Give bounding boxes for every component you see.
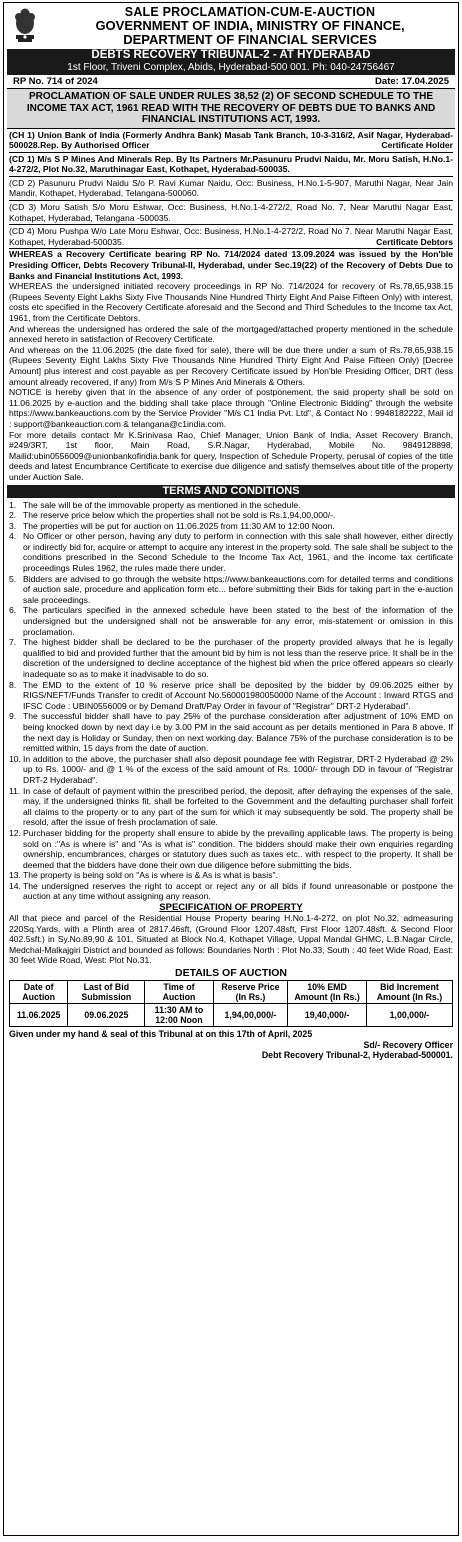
term-text: The successful bidder shall have to pay 25% of the purchase consideration after adjustment of 10% EMD on being knocked down by next day i.e by 3.00 PM in the said account as per details mentioned in Para 8 above. If the next day is Holiday or Sunday, then on next working day. Balance 75% of the purchase consideration is to be remitted within, 15 days from the date of auction. <box>23 711 453 754</box>
table-header-cell: Last of Bid Submission <box>68 981 145 1004</box>
term-number: 12. <box>9 827 21 838</box>
term-number: 14. <box>9 880 21 891</box>
party-cd2: (CD 2) Pasunuru Prudvi Naidu S/o P. Ravi Kumar Naidu, Occ: Business, H.No.1-5-907, Maruthi Nagar, Near Jain Mandir, Kothapet, Hyderabad, Telangana-500060. <box>9 177 453 201</box>
term-number: 13. <box>9 870 21 881</box>
party-cd1: (CD 1) M/s S P Mines And Minerals Rep. By Its Partners Mr.Pasunuru Prudvi Naidu, Mr. Moru Satish, H.No.1-4-272/2, Plot No.32, Maruthinagar East, Kothapet, Hyderabad-500035. <box>9 153 453 177</box>
parties-section <box>4 129 458 483</box>
term-number: 4. <box>9 531 17 542</box>
table-header-cell: Bid Increment Amount (In Rs.) <box>366 981 452 1004</box>
term-text: In case of default of payment within the prescribed period, the deposit, after defraying the expenses of the sale, may, if the undersigned thinks fit, shall be forfeited to the Government and the defaulting purchaser shall forfeit all claims to the property or to any part of the sum for which it may subsequently be sold. The property shall be resold, after the issue of fresh proclamation of sale. <box>23 785 453 828</box>
terms-list <box>4 500 458 903</box>
specification-title: SPECIFICATION OF PROPERTY <box>159 902 303 914</box>
term-text: The reserve price below which the properties shall not be sold is Rs.1,94,00,000/-. <box>23 510 336 521</box>
notice-footer <box>4 1028 458 1062</box>
tribunal-address: 1st Floor, Triveni Complex, Abids, Hyderabad-500 001. Ph: 040-24756467 <box>7 62 455 75</box>
list-item <box>9 521 453 532</box>
term-number: 7. <box>9 637 17 648</box>
term-text: The particulars specified in the annexed schedule have been stated to the best of the information of the undersigned but the undersigned shall not be answerable for any error, mis-statement or omission in this proclamation. <box>23 605 453 637</box>
list-item <box>9 680 453 712</box>
list-item <box>9 531 453 573</box>
list-item <box>9 500 453 511</box>
table-header-cell: Reserve Price (In Rs.) <box>213 981 288 1004</box>
term-number: 6. <box>9 605 17 616</box>
ministry-title: GOVERNMENT OF INDIA, MINISTRY OF FINANCE, <box>95 18 405 33</box>
table-header-cell: Date of Auction <box>10 981 68 1004</box>
list-item <box>9 754 453 786</box>
table-header-cell: 10% EMD Amount (In Rs.) <box>288 981 367 1004</box>
list-item <box>9 711 453 753</box>
party-cd4: (CD 4) Moru Pushpa W/o Late Moru Eshwar, Occ: Business, H.No.1-4-272/2, Road No 7. Near Maruthi Nagar East, Kothapet, Hyderabad-500035. Certificate Debtors <box>9 225 453 249</box>
certificate-holder-label: Certificate Holder <box>381 140 453 151</box>
term-number: 1. <box>9 499 17 510</box>
notice-title: SALE PROCLAMATION-CUM-E-AUCTION <box>124 5 376 19</box>
auction-details-table <box>9 980 453 1027</box>
term-text: The highest bidder shall be declared to be the purchaser of the property provided always that he is legally qualified to bid and provided further that the amount bid by him is not less than the reserve price. It shall be in the discretion of the undersigned to decline acceptance of the highest bid when the price offered appears so clearly inadequate so as to make it inadvisable to do so. <box>23 637 453 679</box>
specification-section <box>4 902 458 966</box>
notice-header <box>4 3 458 47</box>
office-line: Debt Recovery Tribunal-2, Hyderabad-500001. <box>261 1050 453 1061</box>
term-number: 10. <box>9 753 21 764</box>
party-ch1: (CH 1) Union Bank of India (Formerly Andhra Bank) Masab Tank Branch, 10-3-316/2, Asif Nagar, Hyderabad-500028.Rep. By Authorised Officer Certificate Holder <box>9 129 453 153</box>
term-text: The sale will be of the immovable property as mentioned in the schedule. <box>23 499 301 510</box>
table-cell: 1,00,000/- <box>366 1004 452 1027</box>
sale-proclamation-notice <box>3 2 459 1536</box>
term-number: 9. <box>9 711 17 722</box>
details-title: DETAILS OF AUCTION <box>175 967 287 980</box>
term-text: The property is being sold on "As is where is & As is what is basis". <box>23 870 278 881</box>
proclamation-heading: PROCLAMATION OF SALE UNDER RULES 38,52 (2) OF SECOND SCHEDULE TO THE INCOME TAX ACT, 1961 READ WITH THE RECOVERY OF DEBTS DUE TO BANKS AND FINANCIAL INSTITUTIONS ACT, 1993. <box>7 89 455 129</box>
list-item <box>9 828 453 870</box>
specification-text: All that piece and parcel of the Residential House Property bearing H.No.1-4-272, on plot No.32, admeasuring 220Sq.Yards, with a Plinth area of 2817.46sft, (Ground Floor 1207.48sft, First Floor 1207.48sft. & Second Floor 402.5sft.) in Sy.No.89,90 & 101, Situated at Block No.4, Kothapet Village, Uppal Mandal GHMC, L.B.Nagar Circle, Medchal-Malkajgiri District and bounded as follows: Boundaries North : Plot No.33, South : 40 feet Wide Road, East: 30 feet Wide Road, West: Plot No.31. <box>9 913 453 966</box>
given-under-hand: Given under my hand & seal of this Tribunal at on this 17th of April, 2025 <box>9 1029 313 1040</box>
paragraph-contact: For more details contact Mr K.Srinivasa Rao, Chief Manager, Union Bank of India, Asset Recovery Branch, #249/3RT, 1st floor, Main Road, S.R.Nagar, Hyderabad, Mobile No. 9849128898, Mailid:ubin0556009@unionbankofindia.bank for query, Inspection of Schedule Property, perusal of copies of the title deeds and latest Encumbrance Certificate to exercise due diligence and satisfy themselves about title of the property under Auction Sale. <box>9 429 453 482</box>
paragraph-whereas-4: And whereas on the 11.06.2025 (the date fixed for sale), there will be due there under a sum of Rs.78,65,938.15 (Rupees Seventy Eight Lakhs Sixty Five Thousands Nine Hundred Thirty Eight And Paise Fifteen Only) [Decree Amount] plus interest and cost payable as per Recovery Certificate issued by Hon'ble Presiding Officer, DRT (less amount already recovered, if any) from M/s S P Mines And Minerals & Others. <box>9 344 453 387</box>
party-cd3: (CD 3) Moru Satish S/o Moru Eshwar, Occ: Business, H.No.1-4-272/2, Road No. 7, Near Maruthi Nagar East, Kothapet, Hyderabad, Telangana -500035. <box>9 201 453 225</box>
term-text: Purchaser bidding for the property shall ensure to abide by the prevailing applicable laws. The property is being sold on :"As is where is" and "As is what is" condition. The bidders should make their own enquiries regarding ownership, encumbrances, charges or statutory dues such as taxes etc.. with respect to the property. It shall be deemed that the bidders have done their own due diligence before submitting the bids. <box>23 827 453 870</box>
table-row <box>10 1004 453 1027</box>
term-text: No Officer or other person, having any duty to perform in connection with this sale shall however, either directly or indirectly bid for, acquire or attempt to acquire any interest in the property sold. The sale shall be subject to the conditions prescribed in the Second Schedule to the Income Tax Act, 1961, and the income tax certificate proceedings Rules 1962, the rules made there under. <box>23 531 453 574</box>
paragraph-whereas-3: And whereas the undersigned has ordered the sale of the mortgaged/attached property mentioned in the schedule annexed hereto in satisfaction of Recovery Certificate. <box>9 323 453 345</box>
term-text: The EMD to the extent of 10 % reserve price shall be deposited by the bidder by 09.06.2025 either by RIGS/NEFT/Funds Transfer to credit of Account No.560001980050000 Name of the Account : Inward RTGS and IFSC Code : UBIN0556009 or by Demand Draft/Pay Order in favour of "Registrar" DRT-2 Hyderabad". <box>23 679 453 711</box>
table-cell: 11.06.2025 <box>10 1004 68 1027</box>
tribunal-band: DEBTS RECOVERY TRIBUNAL-2 - AT HYDERABAD <box>7 49 455 62</box>
department-title: DEPARTMENT OF FINANCIAL SERVICES <box>123 32 377 47</box>
term-text: Bidders are advised to go through the website https://www.bankeauctions.com for detailed terms and conditions of auction sale, procedure and application form etc... before submitting their Bids for taking part in the e-auction sale proceedings. <box>23 573 453 605</box>
rp-date-line <box>7 75 455 89</box>
terms-heading: TERMS AND CONDITIONS <box>7 485 455 498</box>
paragraph-whereas-2: WHEREAS the undersigned initiated recovery proceedings in RP No. 714/2024 for recovery of Rs.78,65,938.15 (Rupees Seventy Eight Lakhs Sixty Five Thousands Nine Hundred Thirty Eight And Paise Fifteen Only) with interest, costs etc specified in the Recovery Certificate aforesaid and the Second and Third Schedules to the Income tax Act, 1961, from the Certificate Debtors. <box>9 281 453 323</box>
list-item <box>9 881 453 902</box>
rp-number: RP No. 714 of 2024 <box>13 76 98 87</box>
term-text: The properties will be put for auction on 11.06.2025 from 11:30 AM to 12:00 Noon. <box>23 520 335 531</box>
notice-date: Date: 17.04.2025 <box>375 76 449 87</box>
certificate-debtors-label: Certificate Debtors <box>376 236 453 247</box>
term-number: 3. <box>9 520 17 531</box>
list-item <box>9 605 453 637</box>
table-cell: 09.06.2025 <box>68 1004 145 1027</box>
term-number: 8. <box>9 679 17 690</box>
national-emblem-icon <box>8 5 42 45</box>
term-number: 5. <box>9 573 17 584</box>
list-item <box>9 637 453 679</box>
table-header-cell: Time of Auction <box>145 981 213 1004</box>
table-cell: 11:30 AM to 12:00 Noon <box>145 1004 213 1027</box>
table-header-row <box>10 981 453 1004</box>
list-item <box>9 786 453 828</box>
list-item <box>9 870 453 881</box>
table-cell: 19,40,000/- <box>288 1004 367 1027</box>
paragraph-notice: NOTICE is hereby given that in the absence of any order of postponement, the said property shall be sold on 11.06.2025 by e-auction and the bidding shall take place through "Online Electronic Bidding" through the website https://www.bankeauctions.com by the Service Provider "M/s C1 India Pvt. Ltd", & Contact No : 9948182222, Mail id : support@bankeauction.com & telangana@c1india.com. <box>9 387 453 429</box>
term-number: 2. <box>9 510 17 521</box>
list-item <box>9 574 453 606</box>
table-cell: 1,94,00,000/- <box>213 1004 288 1027</box>
list-item <box>9 510 453 521</box>
term-text: In addition to the above, the purchaser shall also deposit poundage fee with Registrar, DRT-2 Hyderabad @ 2% up to Rs. 1000/- and @ 1 % of the excess of the said amount of Rs. 1000/- through DD in favour of "Registrar DRT-2 Hyderabad". <box>23 753 453 785</box>
term-text: The undersigned reserves the right to accept or reject any or all bids if found unreasonable or postpone the auction at any time without assigning any reason. <box>23 880 453 902</box>
paragraph-whereas-1: WHEREAS a Recovery Certificate bearing RP No. 714/2024 dated 13.09.2024 was issued by the Hon'ble Presiding Officer, Debts Recovery Tribunal-II, Hyderabad, under Sec.19(22) of the Recovery of Debts Due to Banks and Financial Institutions Act, 1993. <box>9 249 453 281</box>
term-number: 11. <box>9 785 21 796</box>
signature-line: Sd/- Recovery Officer <box>363 1039 453 1050</box>
